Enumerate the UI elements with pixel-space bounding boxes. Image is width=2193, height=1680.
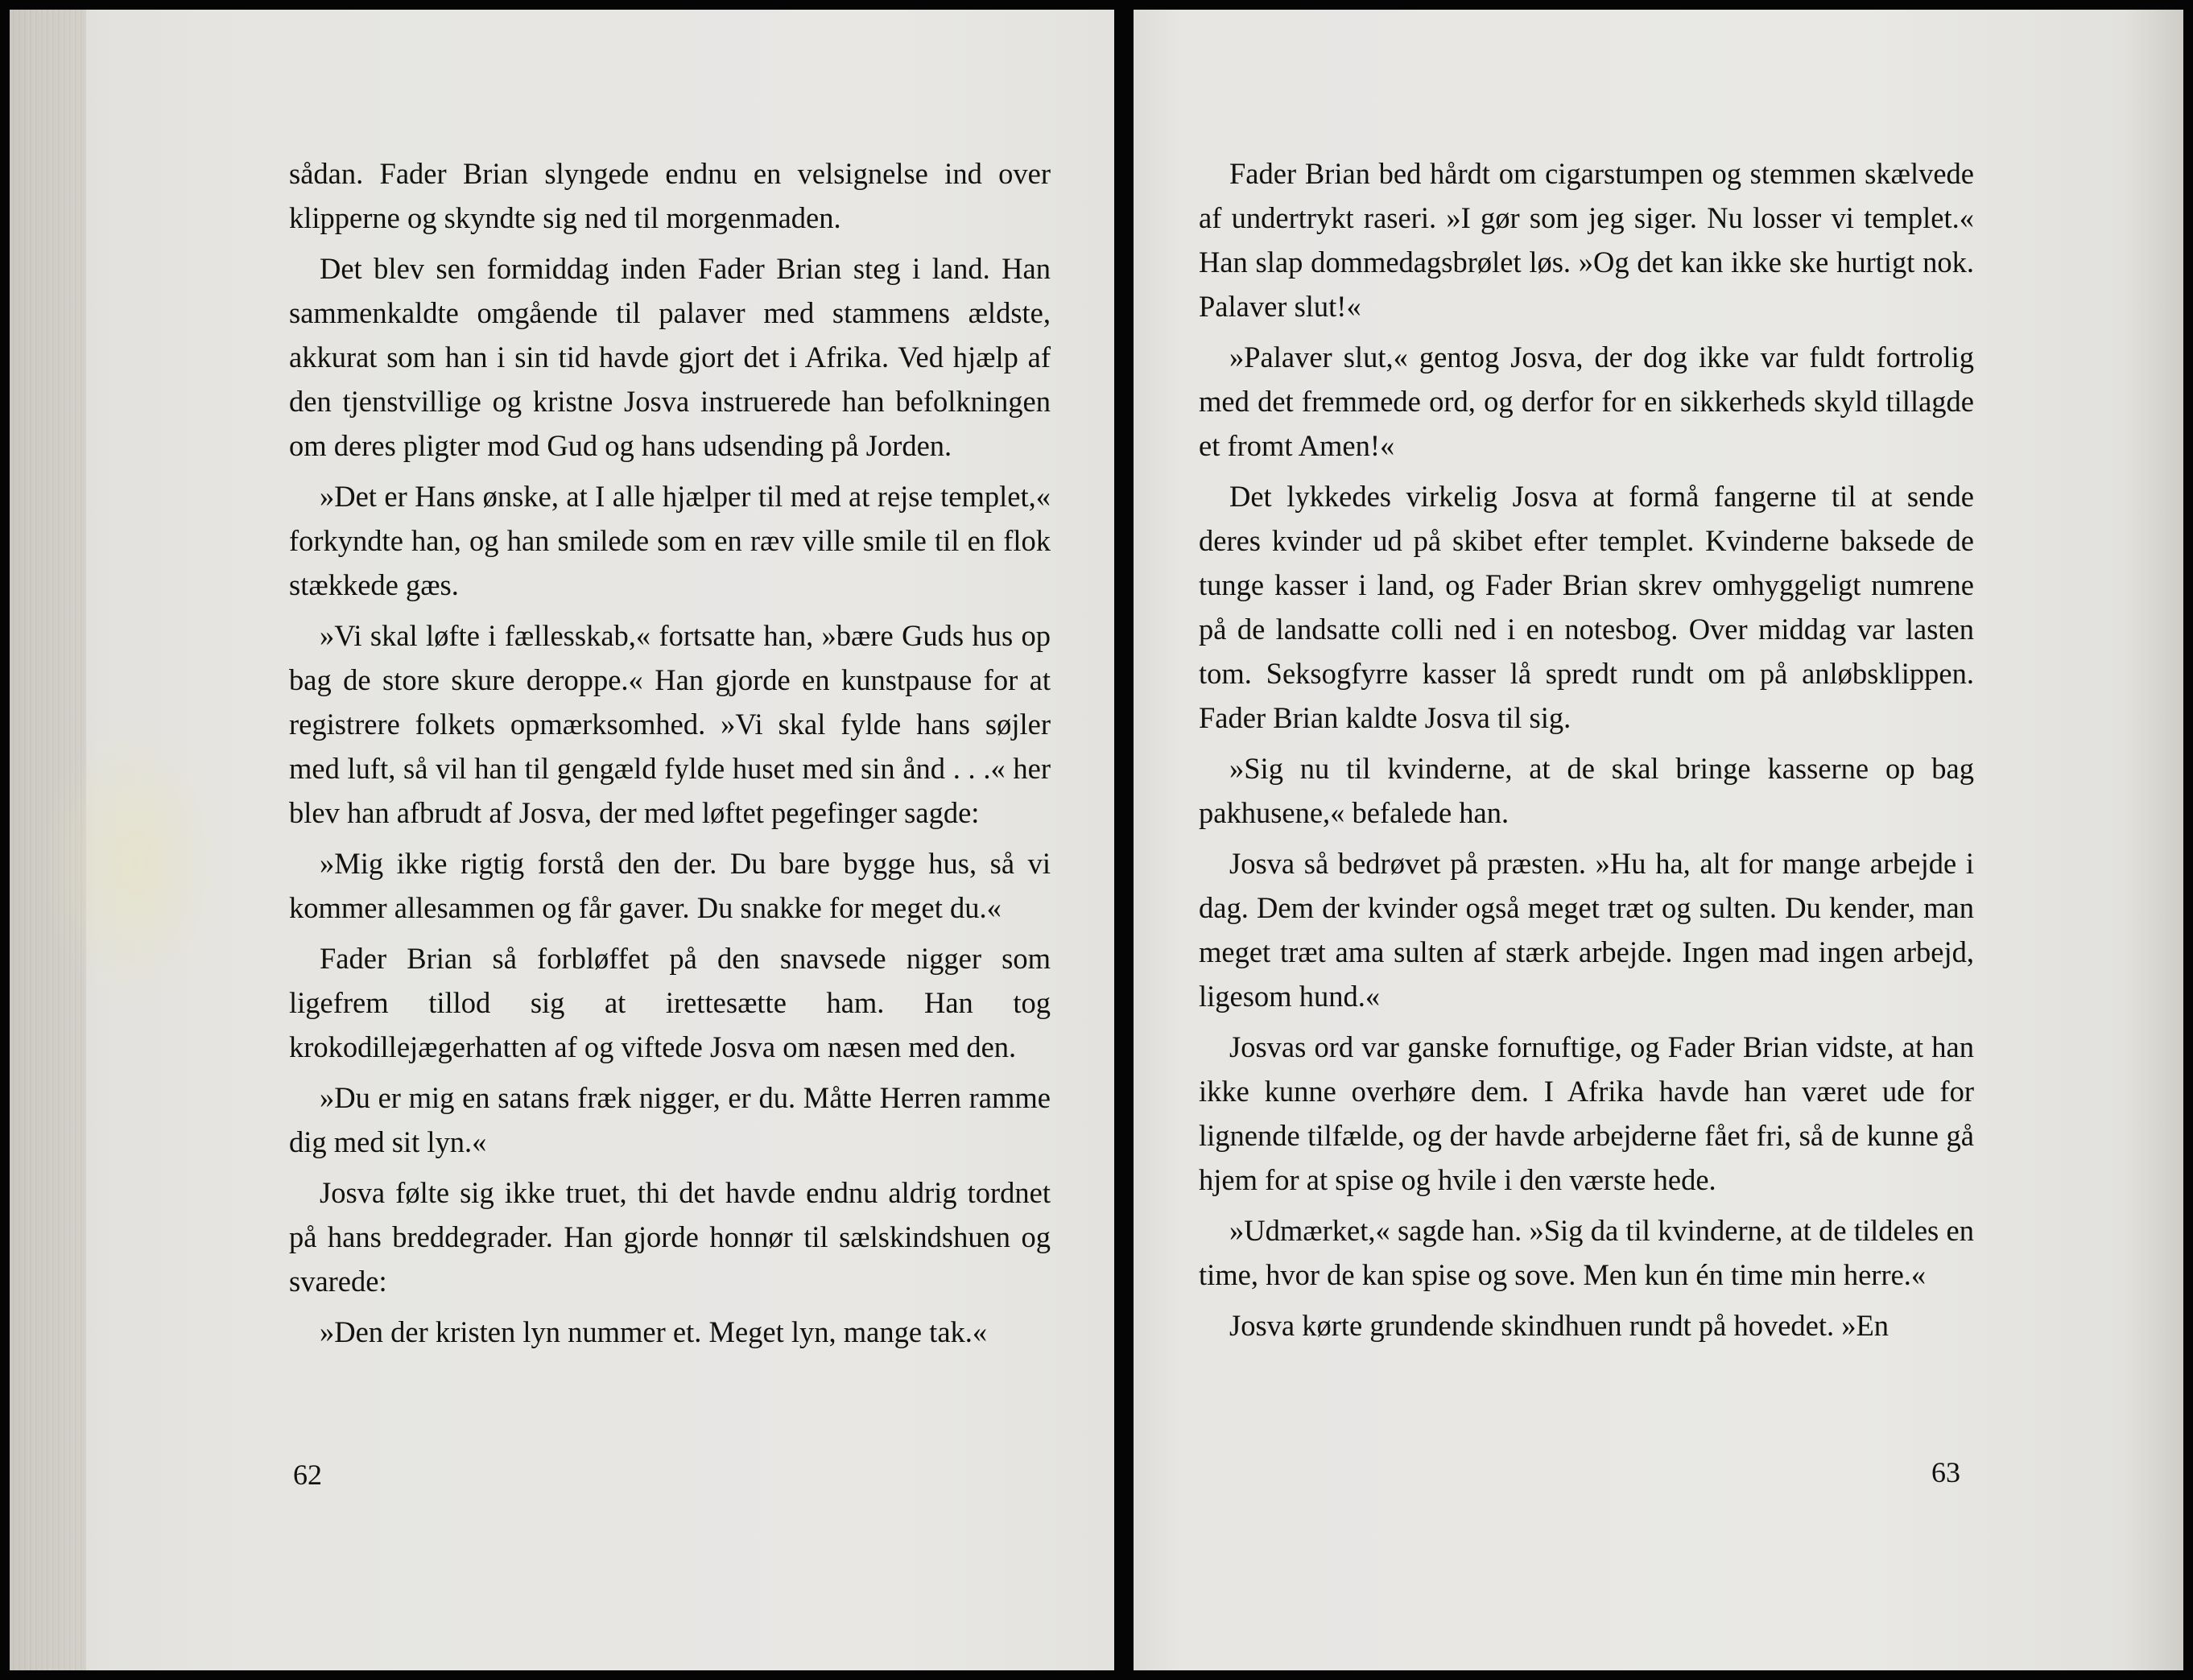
paragraph: »Den der kristen lyn nummer et. Meget lyn, mange tak.« bbox=[320, 1315, 988, 1348]
paragraph: »Vi skal løfte i fællesskab,« fortsatte han, »bære Guds hus op bag de store skure deroppe.« Han gjorde en kunstpause for at registrere folkets opmærksomhed. »Vi skal fylde hans søjler med luft, så vil han til gengæld fylde huset med sin ånd . . .« her blev han afbrudt af Josva, der med løftet pegefinger sagde: bbox=[289, 619, 1051, 829]
paragraph: Josva følte sig ikke truet, thi det havde endnu aldrig tordnet på hans breddegrader. Han gjorde honnør til sælskindshuen og svarede: bbox=[289, 1176, 1051, 1298]
paragraph: Det lykkedes virkelig Josva at formå fangerne til at sende deres kvinder ud på skibet efter templet. Kvinderne baksede de tunge kasser i land, og Fader Brian skrev omhyggeligt numrene på de landsatte colli ned i en notesbog. Over middag var lasten tom. Seksogfyrre kasser lå spredt rundt om på anløbsklippen. Fader Brian kaldte Josva til sig. bbox=[1199, 480, 1974, 734]
left-page bbox=[10, 10, 1114, 1670]
paragraph: sådan. Fader Brian slyngede endnu en velsignelse ind over klipperne og skyndte sig ned til morgenmaden. bbox=[289, 157, 1051, 234]
paragraph: »Det er Hans ønske, at I alle hjælper til med at rejse templet,« forkyndte han, og han smilede som en ræv ville smile til en flok stækkede gæs. bbox=[289, 480, 1051, 601]
paragraph: »Udmærket,« sagde han. »Sig da til kvinderne, at de tildeles en time, hvor de kan spise og sove. Men kun én time min herre.« bbox=[1199, 1214, 1974, 1291]
paper-stain bbox=[42, 718, 227, 1008]
page-number: 62 bbox=[293, 1459, 322, 1491]
paragraph: »Palaver slut,« gentog Josva, der dog ikke var fuldt fortrolig med det fremmede ord, og derfor for en sikkerheds skyld tillagde et fromt Amen!« bbox=[1199, 341, 1974, 462]
paragraph: »Sig nu til kvinderne, at de skal bringe kasserne op bag pakhusene,« befalede han. bbox=[1199, 752, 1974, 829]
paragraph: Det blev sen formiddag inden Fader Brian steg i land. Han sammenkaldte omgående til palaver med stammens ældste, akkurat som han i sin tid havde gjort det i Afrika. Ved hjælp af den tjenstvillige og kristne Josva instruerede han befolkningen om deres pligter mod Gud og hans udsending på Jorden. bbox=[289, 252, 1051, 462]
paragraph: »Du er mig en satans fræk nigger, er du. Måtte Herren ramme dig med sit lyn.« bbox=[289, 1081, 1051, 1158]
left-page-text bbox=[289, 151, 1051, 1360]
right-page bbox=[1134, 10, 2183, 1670]
paragraph: Fader Brian så forbløffet på den snavsede nigger som ligefrem tillod sig at irettesætte ham. Han tog krokodillejægerhatten af og viftede Josva om næsen med den. bbox=[289, 942, 1051, 1063]
paragraph: Josva kørte grundende skindhuen rundt på hovedet. »En bbox=[1229, 1309, 1889, 1342]
paragraph: »Mig ikke rigtig forstå den der. Du bare bygge hus, så vi kommer allesammen og får gaver. Du snakke for meget du.« bbox=[289, 847, 1051, 924]
paragraph: Josva så bedrøvet på præsten. »Hu ha, alt for mange arbejde i dag. Dem der kvinder også meget træt og sulten. Du kender, man meget træt ama sulten af stærk arbejde. Ingen mad ingen arbejd, ligesom hund.« bbox=[1199, 847, 1974, 1013]
page-number: 63 bbox=[1931, 1456, 1960, 1488]
paragraph: Josvas ord var ganske fornuftige, og Fader Brian vidste, at han ikke kunne overhøre dem. I Afrika havde han været ude for lignende tilfælde, og der havde arbejderne fået fri, så de kunne gå hjem for at spise og hvile i den værste hede. bbox=[1199, 1030, 1974, 1196]
paragraph: Fader Brian bed hårdt om cigarstumpen og stemmen skælvede af undertrykt raseri. »I gør som jeg siger. Nu losser vi templet.« Han slap dommedagsbrølet løs. »Og det kan ikke ske hurtigt nok. Palaver slut!« bbox=[1199, 157, 1974, 323]
right-page-text bbox=[1199, 151, 1974, 1354]
